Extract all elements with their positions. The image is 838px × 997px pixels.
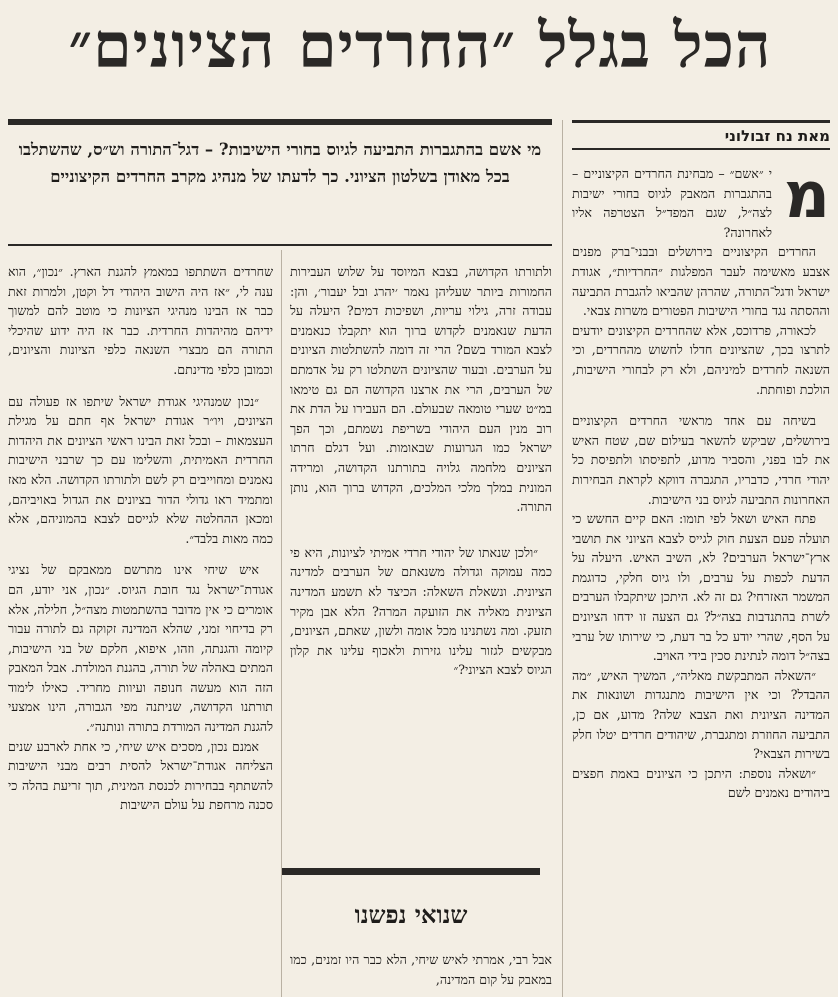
paragraph: ״נכון שמנהיגי אגודת ישראל שיתפו אז פעולה עם הציונים, ויו״ר אגודת ישראל אף חתם על מגילת העצמאות – ובכל זאת הבינו ראשי הציונים את היהדות החרדית האמיתית, והשלימו עם כך שרבני הישיבות נאמנים ומחוייבים רק לשם ולתורתו הקדושה. הלא מאז ומתמיד ראו גדולי הדור בציונים את הגדול באויביהם, ומכאן ההחלטה שלא לגייסם לצבא בהמוניהם, אלא כמה מאות בלבד״. bbox=[8, 393, 273, 546]
paragraph: ולתורתו הקדושה, בצבא המיוסד על שלוש העבירות החמורות ביותר שעליהן נאמר ׳יהרג ובל יעבור׳, והן: עבודה זרה, גילוי עריות, ושפיכות דמים? היעלה על הדעת שנאמנים לקדוש ברוך הוא יתקבלו כנאמנים לצבא המורד בשם? הרי זה דומה להשתלטות הציונים על הערבים. ובעוד שהציונים השתלטו רק על אדמתם של הערבים, הרי את ארצנו הקדושה הם גם טימאו במ״ט שערי טומאה שבעולם. הם העבירו על הדת את רוב מנין העם היהודי בשריפת נשמתם, וכך הפך ישראל כמו הגרועות שבאומות. ועל דגלם חרתו הציונים מלחמה גלויה בתורתנו הקדושה, ומרידה המונית במלך מלכי המלכים, הקדוש ברוך הוא, נותן התורה. bbox=[290, 264, 552, 515]
paragraph: לכאורה, פרדוכס, אלא שהחרדים הקיצונים יודעים לתרצו בכך, שהציונים חדלו לחשוש מהחרדים, וכי השנאה לחרדים למיניהם, ולא רק לבחורי הישיבות, הולכת ופוחתת. bbox=[572, 322, 830, 397]
byline-bottom-rule bbox=[572, 148, 830, 150]
paragraph: אמנם נכון, מסכים איש שיחי, כי אחת לארבע שנים הצליחה אגודת־ישראל להסית רבים מבני הישיבות להשתתף בבחירות לכנסת המינית, תוך זריעת בהלה כי סכנה מרחפת על עולם הישיבות bbox=[8, 738, 273, 813]
paragraph: אבל רבי, אמרתי לאיש שיחי, הלא כבר היו זמנים, כמו במאבק על קום המדינה, bbox=[290, 952, 552, 987]
column-divider bbox=[562, 120, 563, 997]
drop-cap: מ bbox=[783, 164, 830, 233]
article-column-left bbox=[8, 262, 273, 997]
subtitle: מי אשם בהתגברות התביעה לגיוס בחורי הישיבות? – דגל־התורה וש״ס, שהשתלבו בכל מאודן בשלטון הציוני. כך לדעתו של מנהיג מקרב החרדים הקיצוניים bbox=[18, 140, 542, 186]
paragraph: ״השאלה המתבקשת מאליה״, המשיך האיש, ״מה ההבדל? וכי אין הישיבות מתנגדות ושונאות את המדינה הציונית ואת הצבא שלה? מדוע, אם כן, התביעה החוזרת ומתגברת, שיהודים חרדים יטלו חלק בשירות הצבאי? bbox=[572, 667, 830, 762]
subtitle-top-rule bbox=[8, 119, 552, 125]
subtitle-bottom-rule bbox=[8, 244, 552, 246]
article-column-middle bbox=[290, 262, 552, 852]
paragraph: בשיחה עם אחד מראשי החרדים הקיצוניים בירושלים, שביקש להשאר בעילום שם, שטח האיש את לבו בפני, והסביר מדוע, לתפיסתו ולתפיסת כל יהודי חרדי, כדבריו, התגברה דווקא לקראת הבחירות האחרונות התביעה לגיוס בני הישיבות. bbox=[572, 413, 830, 507]
article-column-right bbox=[572, 164, 830, 997]
paragraph: ״ושאלה נוספת: היתכן כי הציונים באמת חפצים ביהודים נאמנים לשם bbox=[572, 765, 830, 801]
byline-top-rule bbox=[572, 120, 830, 123]
article-column-middle-continued bbox=[290, 950, 552, 997]
paragraph: איש שיחי אינו מתרשם ממאבקם של נציגי אגודת־ישראל נגד חובת הגיוס. ״נכון, אני יודע, הם אומרים כי אין מדובר בהשתמטות מצה״ל, חלילה, אלא רק בדיחוי זמני, שהלא המדינה זקוקה גם לתורה עבור קיומה והגנתה, וזהו, איפוא, חלקם של בני הישיבות, המתים באהלה של תורה, בהגנת המולדת. אבל המאבק הזה הוא מעשה חנופה ועיוות מחריד. כאילו לימוד תורתנו הקדושה, שניתנה מפי הגבורה, הינו אמצעי להגנת המדינה המורדת בתורה ונותנה״. bbox=[8, 562, 273, 735]
paragraph: שחרדים השתתפו במאמץ להגנת הארץ. ״נכון״, הוא ענה לי, ״אז היה הישוב היהודי דל וקטן, ולמרות זאת כבר אז הבינו מנהיגי הציונות כי מוטב להם למשוך ידיהם מהיהדות החרדית. כבר אז היה ידוע שהיכלי התורה הם מבצרי השנאה כלפי הציונות והציונים, וכמובן כלפי מדינתם. bbox=[8, 264, 273, 377]
byline: מאת נח זבולוני bbox=[724, 127, 830, 145]
paragraph: ״ולכן שנאתו של יהודי חרדי אמיתי לציונות, היא פי כמה עמוקה וגדולה משנאתם של הערבים למדינה הציונית. ונשאלת השאלה: הכיצד לא תשמע המדינה הציונית מאליה את הזועקה המרה? הלא אבן מקיר תזעק. ומה נשתנינו מכל אומה ולשון, שאתם, הציונים, מבקשים לגזור עלינו גזירות ולאכוף עלינו את קלון הגיוס לצבא הציוני?״ bbox=[290, 544, 552, 678]
column-divider bbox=[281, 250, 282, 997]
paragraph: י ״אשם״ – מבחינת החרדים הקיצוניים – בהתגברות המאבק לגיוס בחורי ישיבות לצה״ל, שגם המפד״ל הצטרפה אליו לאחרונה? bbox=[572, 166, 772, 240]
section-heading: שנואי נפשנו bbox=[354, 900, 468, 929]
headline: הכל בגלל ״החרדים הציונים״ bbox=[68, 9, 772, 82]
section-rule bbox=[282, 868, 540, 875]
paragraph: פתח האיש ושאל לפי תומו: האם קיים החשש כי תועלה פעם הצעת חוק לגייס לצבא הציוני את תושבי ארץ־ישראל הערבים? לא, השיב האיש. היעלה על הדעת לכפות על ערבים, ולו גיוס חלקי, כדוגמת המשמר האזרחי? גם זה לא. היתכן שיתקבלו הערבים לשרת בהתנדבות בצה״ל? גם הצעה זו ידחו הציונים על הסף, שהרי יודע כל בר דעת, כי שירותו של ערבי בצה״ל דומה לנתינת סכין בידי האויב. bbox=[572, 511, 830, 664]
paragraph: החרדים הקיצוניים בירושלים ובבני־ברק מפנים אצבע מאשימה לעבר המפלגות ״החרדיות״, אגודת ישראל ודגל־התורה, שהרהן שהביאו להגברת התביעה וההסתה נגד בחורי הישיבות הפטורים משרות צבאי. bbox=[572, 244, 830, 319]
